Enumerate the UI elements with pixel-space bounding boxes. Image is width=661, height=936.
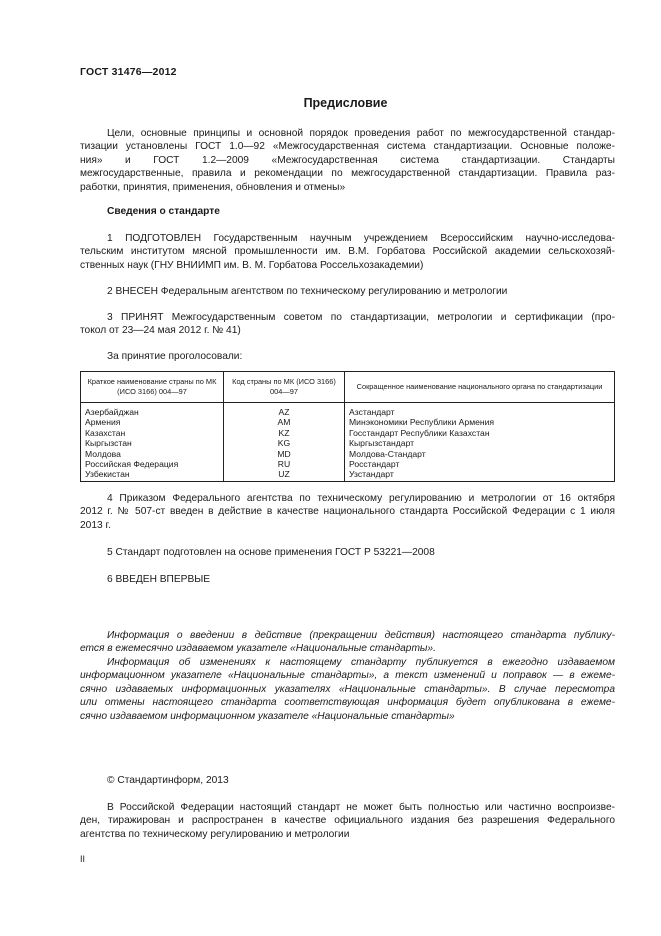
page-number: II xyxy=(80,854,86,864)
country-cell: Азербайджан xyxy=(81,403,224,418)
copyright xyxy=(80,774,615,787)
item-1-line: тельским институтом мясной промышленности им. В.М. Горбатова Российской академии сельскохозяй- xyxy=(80,246,615,258)
table-header-row xyxy=(81,372,615,403)
table-row xyxy=(81,428,615,438)
voting-countries-table xyxy=(80,371,615,482)
item-5-line: 5 Стандарт подготовлен на основе применения ГОСТ Р 53221—2008 xyxy=(107,547,435,558)
country-cell: Узбекистан xyxy=(81,469,224,481)
organization-cell: Росстандарт xyxy=(345,459,615,469)
code-cell: UZ xyxy=(224,469,345,481)
notice-2-line: Информация об изменениях к настоящему стандарту публикуется в ежегодно издаваемом xyxy=(107,657,615,668)
page-title xyxy=(0,96,661,110)
organization-cell: Кыргызстандарт xyxy=(345,438,615,448)
notice-introduction-paragraph xyxy=(80,629,615,656)
code-cell: KG xyxy=(224,438,345,448)
country-cell: Казахстан xyxy=(81,428,224,438)
item-3-paragraph xyxy=(80,311,615,338)
country-cell: Армения xyxy=(81,417,224,427)
notice-2-line: или отмены настоящего стандарта соответствующая информация будет опубликована в ежеме- xyxy=(80,697,615,709)
country-cell: Кыргызстан xyxy=(81,438,224,448)
code-cell: MD xyxy=(224,449,345,459)
code-cell: KZ xyxy=(224,428,345,438)
code-cell: AM xyxy=(224,417,345,427)
country-cell: Молдова xyxy=(81,449,224,459)
table-header-code: Код страны по МК (ИСО 3166) 004—97 xyxy=(224,372,345,403)
item-6-line: 6 ВВЕДЕН ВПЕРВЫЕ xyxy=(107,574,211,585)
standard-info-heading xyxy=(80,205,615,218)
table-row xyxy=(81,403,615,418)
intro-paragraph xyxy=(80,127,615,194)
item-3-line: токол от 23—24 мая 2012 г. № 41) xyxy=(80,325,241,337)
organization-cell: Узстандарт xyxy=(345,469,615,481)
notice-2-line: сячно издаваемом информационном указателе «Национальные стандарты» xyxy=(80,710,455,722)
code-cell: RU xyxy=(224,459,345,469)
item-4-line: 2012 г. № 507-ст введен в действие в качестве национального стандарта Российской Федерации с 1 июля xyxy=(80,506,615,518)
item-4-paragraph xyxy=(80,492,615,532)
notice-2-line: информационном указателе «Национальные стандарты», а текст изменений и поправок — в ежеме- xyxy=(80,670,615,682)
copyright-text: © Стандартинформ, 2013 xyxy=(107,775,229,786)
country-cell: Российская Федерация xyxy=(81,459,224,469)
item-6-paragraph xyxy=(80,573,615,586)
table-row xyxy=(81,469,615,481)
intro-line: тизации установлены ГОСТ 1.0—92 «Межгосударственная система стандартизации. Основные положе- xyxy=(80,141,615,153)
item-4-line: 2013 г. xyxy=(80,519,111,531)
table-header-country: Краткое наименование страны по МК (ИСО 3166) 004—97 xyxy=(81,372,224,403)
rights-line: В Российской Федерации настоящий стандарт не может быть полностью или частично воспроизве- xyxy=(107,802,615,813)
document-code-header: ГОСТ 31476—2012 xyxy=(80,66,177,78)
rights-paragraph xyxy=(80,801,615,841)
rights-line: агентства по техническому регулированию и метрологии xyxy=(80,828,350,840)
item-1-paragraph xyxy=(80,232,615,272)
item-4-line: 4 Приказом Федерального агентства по техническому регулированию и метрологии от 16 октября xyxy=(107,493,615,504)
rights-line: ден, тиражирован и распространен в качестве официального издания без разрешения Федерального xyxy=(80,815,615,827)
table-row xyxy=(81,449,615,459)
organization-cell: Минэкономики Республики Армения xyxy=(345,417,615,427)
notice-changes-paragraph xyxy=(80,656,615,723)
intro-line: работки, принятия, применения, обновления и отмены» xyxy=(80,181,346,193)
intro-line: Цели, основные принципы и основной порядок проведения работ по межгосударственной стандар- xyxy=(107,128,615,139)
notice-1-line: Информация о введении в действие (прекращении действия) настоящего стандарта публику- xyxy=(107,630,615,641)
table-row xyxy=(81,438,615,448)
voted-label-text: За принятие проголосовали: xyxy=(107,351,243,362)
organization-cell: Молдова-Стандарт xyxy=(345,449,615,459)
standard-info-heading-text: Сведения о стандарте xyxy=(107,206,220,217)
table-row xyxy=(81,459,615,469)
table-header-organization: Сокращенное наименование национального органа по стандартизации xyxy=(345,372,615,403)
code-cell: AZ xyxy=(224,403,345,418)
notice-1-line: ется в ежемесячно издаваемом указателе «Национальные стандарты». xyxy=(80,643,436,655)
item-1-line: 1 ПОДГОТОВЛЕН Государственным научным учреждением Всероссийским научно-исследова- xyxy=(107,233,615,244)
intro-line: ния» и ГОСТ 1.2—2009 «Межгосударственная система стандартизации. Стандарты xyxy=(80,154,615,166)
voted-label xyxy=(80,350,615,363)
item-3-line: 3 ПРИНЯТ Межгосударственным советом по стандартизации, метрологии и сертификации (про- xyxy=(107,312,615,323)
item-2-paragraph xyxy=(80,285,615,298)
organization-cell: Госстандарт Республики Казахстан xyxy=(345,428,615,438)
item-5-paragraph xyxy=(80,546,615,559)
organization-cell: Азстандарт xyxy=(345,403,615,418)
item-1-line: ственных наук (ГНУ ВНИИМП им. В. М. Горбатова Россельхозакадемии) xyxy=(80,259,424,271)
item-2-line: 2 ВНЕСЕН Федеральным агентством по техническому регулированию и метрологии xyxy=(107,286,508,297)
table-row xyxy=(81,417,615,427)
intro-line: межгосударственные, правила и рекомендации по межгосударственной стандартизации. Правила раз- xyxy=(80,168,615,180)
notice-2-line: сячно издаваемых информационных указателях «Национальные стандарты». В случае пересмотра xyxy=(80,683,615,695)
title-text: Предисловие xyxy=(303,96,388,110)
